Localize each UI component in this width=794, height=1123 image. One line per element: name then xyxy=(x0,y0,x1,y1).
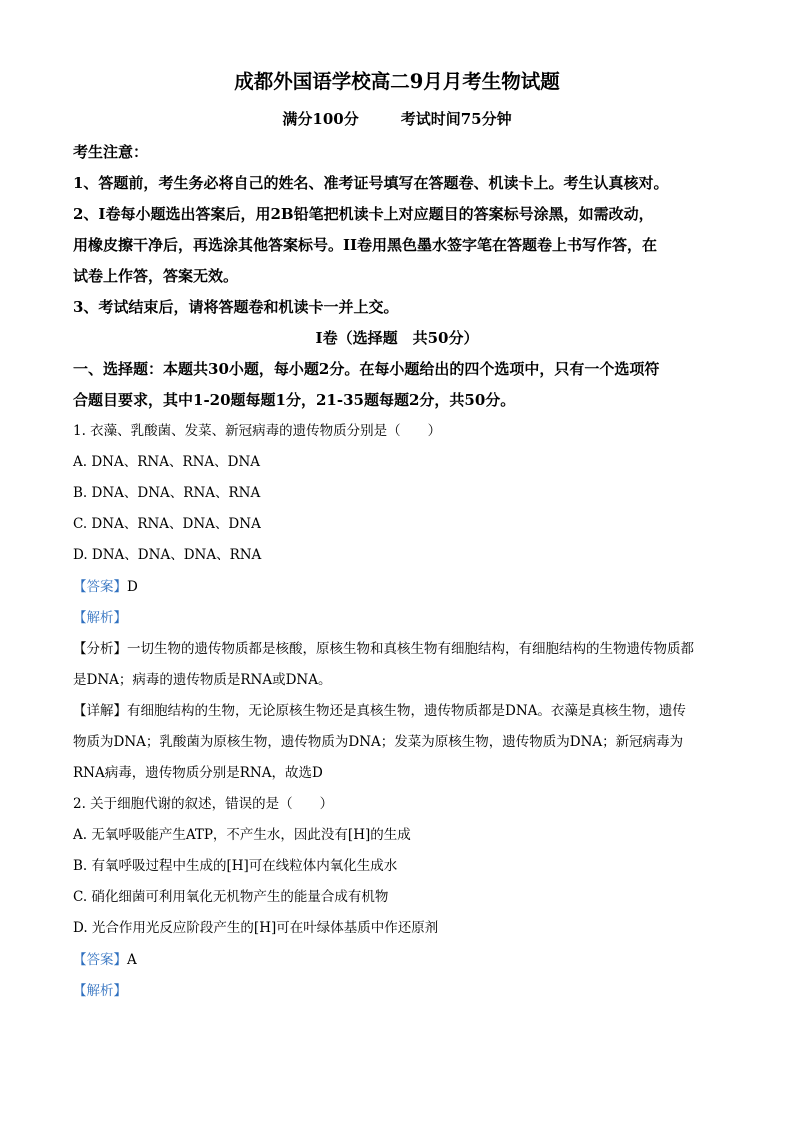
question-2-option-b: B. 有氧呼吸过程中生成的[H]可在线粒体内氧化生成水 xyxy=(73,858,398,874)
question-1-option-a: A. DNA、RNA、RNA、DNA xyxy=(73,454,261,470)
xiangjie-text: 有细胞结构的生物，无论原核生物还是真核生物，遗传物质都是DNA。衣藻是真核生物，遗传 xyxy=(127,703,686,719)
question-2-option-c: C. 硝化细菌可利用氧化无机物产生的能量合成有机物 xyxy=(73,889,389,905)
question-1-xiangjie-line-1 xyxy=(73,701,686,721)
full-score: 满分100分 xyxy=(282,110,359,128)
exam-meta xyxy=(0,109,794,129)
question-1-xiangjie-line-2: 物质为DNA；乳酸菌为原核生物，遗传物质为DNA；发菜为原核生物，遗传物质为DNA；新冠病毒为 xyxy=(73,734,684,750)
exam-time: 考试时间75分钟 xyxy=(400,110,512,128)
page-title: 成都外国语学校高二9月月考生物试题 xyxy=(234,70,560,93)
question-1-option-b: B. DNA、DNA、RNA、RNA xyxy=(73,485,261,501)
notice-item-2-line-2: 用橡皮擦干净后，再选涂其他答案标号。II卷用黑色墨水签字笔在答题卷上书写作答，在 xyxy=(73,236,658,254)
question-1-option-d: D. DNA、DNA、DNA、RNA xyxy=(73,547,262,563)
question-1-fenxi-line-1 xyxy=(73,639,694,659)
question-2-stem: 2. 关于细胞代谢的叙述，错误的是（ ） xyxy=(73,796,334,812)
question-2-option-d: D. 光合作用光反应阶段产生的[H]可在叶绿体基质中作还原剂 xyxy=(73,920,439,936)
answer-value: D xyxy=(127,579,138,595)
question-1-xiangjie-line-3: RNA病毒，遗传物质分别是RNA，故选D xyxy=(73,765,323,781)
question-2-analysis-tag: 【解析】 xyxy=(73,983,127,999)
xiangjie-tag: 【详解】 xyxy=(73,703,127,719)
section-instruction-line-1: 一、选择题：本题共30小题，每小题2分。在每小题给出的四个选项中，只有一个选项符 xyxy=(73,360,660,378)
notice-item-3: 3、考试结束后，请将答题卷和机读卡一并上交。 xyxy=(73,298,399,316)
answer-tag: 【答案】 xyxy=(73,952,127,968)
question-2-answer xyxy=(73,950,137,970)
section-title: I卷（选择题 共50分） xyxy=(315,329,479,347)
notice-item-2-line-3: 试卷上作答，答案无效。 xyxy=(73,267,239,285)
notice-item-1: 1、答题前，考生务必将自己的姓名、准考证号填写在答题卷、机读卡上。考生认真核对。 xyxy=(73,174,669,192)
question-2-option-a: A. 无氧呼吸能产生ATP，不产生水，因此没有[H]的生成 xyxy=(73,827,411,843)
answer-tag: 【答案】 xyxy=(73,579,127,595)
notice-item-2-line-1: 2、I卷每小题选出答案后，用2B铅笔把机读卡上对应题目的答案标号涂黑，如需改动， xyxy=(73,205,654,223)
question-1-stem: 1. 衣藻、乳酸菌、发菜、新冠病毒的遗传物质分别是（ ） xyxy=(73,423,442,439)
question-1-answer xyxy=(73,577,138,597)
question-1-analysis-tag: 【解析】 xyxy=(73,610,127,626)
notice-heading: 考生注意： xyxy=(73,143,149,161)
answer-value: A xyxy=(127,952,137,968)
section-instruction-line-2: 合题目要求，其中1-20题每题1分，21-35题每题2分，共50分。 xyxy=(73,391,516,409)
fenxi-tag: 【分析】 xyxy=(73,641,127,657)
question-1-fenxi-line-2: 是DNA；病毒的遗传物质是RNA或DNA。 xyxy=(73,672,332,688)
fenxi-text: 一切生物的遗传物质都是核酸，原核生物和真核生物有细胞结构，有细胞结构的生物遗传物质都 xyxy=(127,641,694,657)
question-1-option-c: C. DNA、RNA、DNA、DNA xyxy=(73,516,261,532)
